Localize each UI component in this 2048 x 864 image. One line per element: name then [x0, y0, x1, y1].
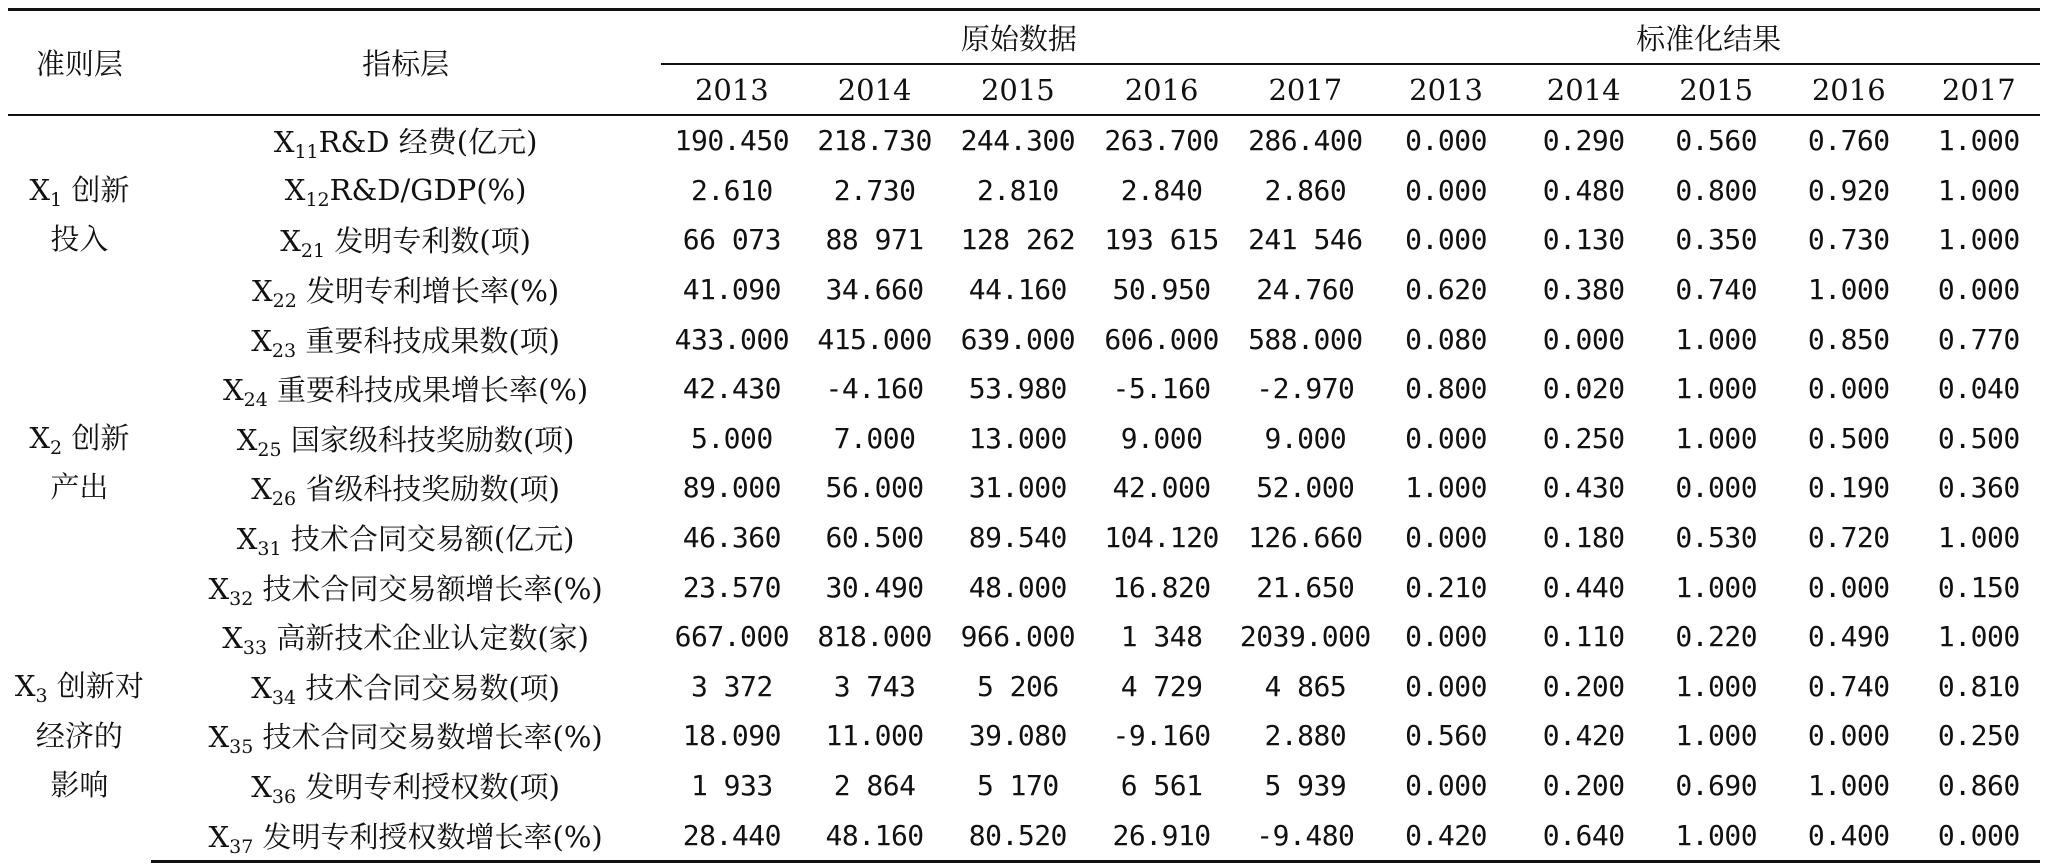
indicator-cell	[151, 265, 661, 315]
indicator-cell	[151, 463, 661, 513]
standardized-value-cell: 0.850	[1807, 322, 1890, 356]
raw-value-cell: 639.000	[960, 322, 1076, 356]
standardized-value-cell: 0.760	[1807, 124, 1890, 158]
standardized-value-cell: 0.730	[1807, 223, 1890, 257]
standardized-value-cell: 0.530	[1675, 521, 1758, 555]
year-header: 2015	[1653, 64, 1780, 115]
standardized-value-cell: 0.770	[1937, 322, 2020, 356]
raw-value-cell: 667.000	[674, 620, 790, 654]
raw-value-cell: 2039.000	[1239, 620, 1371, 654]
criteria-text: 创新	[62, 420, 130, 455]
raw-value-cell: 126.660	[1248, 521, 1363, 555]
raw-value-cell: -9.480	[1233, 810, 1377, 861]
raw-value-cell: 286.400	[1248, 124, 1363, 158]
indicator-subscript: 33	[242, 637, 268, 660]
criteria-label-line	[8, 414, 151, 464]
table-header	[8, 10, 2040, 116]
standardized-value-cell: 1.000	[1675, 719, 1758, 753]
indicator-cell	[151, 513, 661, 563]
raw-value-cell: 66 073	[682, 223, 781, 257]
standardized-value-cell: 0.020	[1542, 372, 1625, 406]
table-row	[8, 711, 2040, 761]
table-row	[8, 463, 2040, 513]
table-row	[8, 612, 2040, 662]
criteria-cell	[8, 115, 151, 314]
standardized-value-cell: 0.000	[1405, 173, 1487, 207]
indicator-subscript: 25	[257, 438, 282, 461]
indicator-name: 发明专利授权数增长率(%)	[253, 819, 603, 854]
indicator-symbol: X	[222, 373, 244, 408]
standardized-value-cell: 0.250	[1542, 421, 1625, 455]
standardized-value-cell: 0.420	[1542, 719, 1625, 753]
indicator-name: 高新技术企业认定数(家)	[267, 621, 589, 656]
standardized-value-cell: 0.000	[1405, 223, 1487, 257]
indicator-cell	[151, 414, 661, 464]
raw-value-cell: 1 348	[1120, 620, 1203, 654]
raw-value-cell: 50.950	[1112, 273, 1211, 307]
indicator-name: 国家级科技奖励数(项)	[281, 422, 575, 457]
raw-value-cell: 60.500	[825, 521, 924, 555]
indicator-subscript: 26	[271, 488, 297, 511]
indicator-name: 技术合同交易额增长率(%)	[253, 571, 603, 606]
standardized-value-cell: 0.420	[1377, 810, 1515, 861]
criteria-symbol: X	[14, 669, 36, 704]
standardized-value-cell: 0.430	[1542, 471, 1625, 505]
indicator-name: 技术合同交易额(亿元)	[281, 522, 575, 557]
raw-value-cell: -9.160	[1112, 719, 1211, 753]
standardized-value-cell: 0.150	[1937, 570, 2020, 604]
indicator-subscript: 36	[271, 786, 297, 809]
year-header: 2013	[661, 64, 804, 115]
criteria-text: 创新对	[47, 669, 144, 704]
standardized-value-cell: 0.080	[1405, 322, 1487, 356]
table-row	[8, 215, 2040, 265]
indicator-symbol: X	[208, 819, 230, 854]
table-row	[8, 761, 2040, 811]
standardized-value-cell: 0.210	[1405, 570, 1487, 604]
header-row-groups	[8, 10, 2040, 65]
raw-value-cell: 433.000	[674, 322, 790, 356]
raw-value-cell: 415.000	[817, 322, 932, 356]
indicator-symbol: X	[251, 770, 272, 805]
table-row	[8, 562, 2040, 612]
criteria-label-line	[8, 662, 151, 712]
raw-value-cell: 30.490	[825, 570, 924, 604]
indicator-cell	[151, 810, 661, 861]
indicator-subscript: 21	[300, 240, 326, 263]
raw-value-cell: 44.160	[968, 273, 1067, 307]
raw-value-cell: 4 729	[1120, 669, 1203, 703]
raw-value-cell: 5 170	[976, 769, 1059, 803]
standardized-value-cell: 0.440	[1542, 570, 1625, 604]
indicator-subscript: 37	[229, 835, 254, 858]
raw-value-cell: 606.000	[1104, 322, 1219, 356]
indicator-subscript: 12	[305, 189, 330, 212]
indicator-name: 发明专利数(项)	[325, 224, 531, 259]
raw-value-cell: 193 615	[1104, 223, 1219, 257]
standardized-value-cell: 0.000	[1405, 124, 1487, 158]
criteria-text: 创新	[62, 172, 130, 207]
indicator-symbol: X	[236, 422, 258, 457]
table-row	[8, 166, 2040, 216]
raw-value-cell: 104.120	[1104, 521, 1219, 555]
raw-value-cell: 53.980	[968, 372, 1067, 406]
year-header: 2017	[1918, 64, 2040, 115]
raw-value-cell: 5 206	[976, 669, 1059, 703]
table-row	[8, 810, 2040, 861]
raw-value-cell: 263.700	[1104, 124, 1219, 158]
raw-value-cell: 80.520	[946, 810, 1090, 861]
raw-data-group-header: 原始数据	[661, 10, 1378, 65]
indicator-symbol: X	[284, 173, 306, 208]
criteria-column-header: 准则层	[8, 10, 151, 116]
standardized-group-header: 标准化结果	[1377, 10, 2040, 65]
indicator-subscript: 32	[229, 587, 254, 610]
standardized-value-cell: 0.000	[1405, 620, 1487, 654]
standardized-value-cell: 0.620	[1405, 273, 1487, 307]
indicator-symbol: X	[236, 522, 258, 557]
criteria-subscript: 3	[35, 685, 48, 708]
indicator-column-header: 指标层	[151, 10, 661, 116]
standardized-value-cell: 1.000	[1807, 273, 1890, 307]
standardized-value-cell: 0.810	[1937, 669, 2020, 703]
raw-value-cell: 218.730	[817, 124, 932, 158]
indicator-symbol: X	[208, 571, 230, 606]
standardized-value-cell: 1.000	[1937, 223, 2020, 257]
table-row	[8, 513, 2040, 563]
standardized-value-cell: 1.000	[1937, 620, 2020, 654]
indicator-name: R&D/GDP(%)	[329, 173, 527, 208]
raw-value-cell: 4 865	[1264, 669, 1347, 703]
indicator-name: 发明专利授权数(项)	[296, 770, 560, 805]
criteria-label-line	[8, 166, 151, 216]
criteria-label-line: 产出	[50, 470, 109, 505]
raw-value-cell: 9.000	[1264, 421, 1347, 455]
standardized-value-cell: 0.690	[1675, 769, 1758, 803]
table-body	[8, 115, 2040, 861]
standardized-value-cell: 0.000	[1937, 273, 2020, 307]
year-header: 2014	[803, 64, 946, 115]
standardized-value-cell: 0.000	[1807, 570, 1890, 604]
raw-value-cell: -2.970	[1256, 372, 1355, 406]
standardized-value-cell: 0.000	[1542, 322, 1625, 356]
indicator-cell	[151, 166, 661, 216]
standardized-value-cell: 1.000	[1675, 570, 1758, 604]
raw-value-cell: 6 561	[1120, 769, 1203, 803]
indicator-subscript: 31	[257, 538, 282, 561]
raw-value-cell: 9.000	[1120, 421, 1203, 455]
indicator-cell	[151, 314, 661, 364]
standardized-value-cell: 0.220	[1675, 620, 1758, 654]
standardized-value-cell: 0.740	[1807, 669, 1890, 703]
indicator-subscript: 24	[243, 389, 268, 412]
indicator-cell	[151, 562, 661, 612]
raw-value-cell: -4.160	[825, 372, 924, 406]
standardized-value-cell: 0.860	[1937, 769, 2020, 803]
year-header: 2016	[1090, 64, 1234, 115]
indicator-symbol: X	[280, 224, 301, 259]
raw-value-cell: 26.910	[1090, 810, 1234, 861]
standardized-value-cell: 0.130	[1542, 223, 1625, 257]
standardized-value-cell: 0.560	[1675, 124, 1758, 158]
standardized-value-cell: 1.000	[1937, 173, 2020, 207]
raw-value-cell: 588.000	[1248, 322, 1363, 356]
raw-value-cell: 5 939	[1264, 769, 1347, 803]
standardized-value-cell: 0.000	[1405, 521, 1487, 555]
raw-value-cell: 56.000	[825, 471, 924, 505]
raw-value-cell: 2.610	[690, 173, 773, 207]
standardized-value-cell: 0.000	[1918, 810, 2040, 861]
raw-value-cell: 48.160	[803, 810, 946, 861]
raw-value-cell: 39.080	[968, 719, 1067, 753]
raw-value-cell: 89.000	[682, 471, 781, 505]
indicator-subscript: 35	[229, 736, 254, 759]
standardized-value-cell: 0.000	[1807, 719, 1890, 753]
raw-value-cell: 31.000	[968, 471, 1067, 505]
indicator-cell	[151, 364, 661, 414]
indicator-data-table	[8, 8, 2040, 863]
standardized-value-cell: 1.000	[1937, 124, 2020, 158]
raw-value-cell: 2.860	[1264, 173, 1347, 207]
standardized-value-cell: 0.000	[1807, 372, 1890, 406]
raw-value-cell: 23.570	[682, 570, 781, 604]
indicator-symbol: X	[208, 720, 230, 755]
raw-value-cell: 42.430	[682, 372, 781, 406]
raw-value-cell: 42.000	[1112, 471, 1211, 505]
raw-value-cell: 7.000	[833, 421, 916, 455]
standardized-value-cell: 0.000	[1405, 769, 1487, 803]
standardized-value-cell: 0.400	[1780, 810, 1918, 861]
table-row	[8, 364, 2040, 414]
raw-value-cell: 16.820	[1112, 570, 1211, 604]
standardized-value-cell: 1.000	[1675, 669, 1758, 703]
indicator-subscript: 23	[271, 339, 297, 362]
indicator-cell	[151, 761, 661, 811]
raw-value-cell: 89.540	[968, 521, 1067, 555]
indicator-symbol: X	[222, 621, 243, 656]
raw-value-cell: 966.000	[960, 620, 1076, 654]
standardized-value-cell: 0.920	[1807, 173, 1890, 207]
raw-value-cell: 21.650	[1256, 570, 1355, 604]
indicator-cell	[151, 215, 661, 265]
indicator-subscript: 11	[294, 141, 319, 164]
raw-value-cell: 34.660	[825, 273, 924, 307]
standardized-value-cell: 1.000	[1675, 372, 1758, 406]
table-row	[8, 662, 2040, 712]
raw-value-cell: 2.810	[976, 173, 1059, 207]
indicator-cell	[151, 662, 661, 712]
standardized-value-cell: 0.740	[1675, 273, 1758, 307]
indicator-name: 重要科技成果增长率(%)	[267, 373, 589, 408]
year-header: 2015	[946, 64, 1090, 115]
raw-value-cell: 5.000	[690, 421, 773, 455]
indicator-cell	[151, 115, 661, 166]
raw-value-cell: 244.300	[960, 124, 1076, 158]
raw-value-cell: -5.160	[1112, 372, 1211, 406]
raw-value-cell: 3 372	[690, 669, 773, 703]
raw-value-cell: 48.000	[968, 570, 1067, 604]
raw-value-cell: 24.760	[1256, 273, 1355, 307]
standardized-value-cell: 1.000	[1807, 769, 1890, 803]
criteria-label-line: 投入	[50, 222, 109, 257]
standardized-value-cell: 1.000	[1675, 322, 1758, 356]
indicator-name: 技术合同交易数增长率(%)	[253, 720, 603, 755]
standardized-value-cell: 0.250	[1937, 719, 2020, 753]
table-row	[8, 115, 2040, 166]
year-header: 2017	[1233, 64, 1377, 115]
standardized-value-cell: 0.000	[1405, 421, 1487, 455]
raw-value-cell: 2 864	[833, 769, 916, 803]
indicator-subscript: 34	[271, 686, 297, 709]
raw-value-cell: 128 262	[960, 223, 1076, 257]
indicator-name: 发明专利增长率(%)	[296, 274, 560, 309]
indicator-name: R&D 经费(亿元)	[318, 125, 538, 160]
standardized-value-cell: 1.000	[1405, 471, 1487, 505]
standardized-value-cell: 0.000	[1675, 471, 1758, 505]
raw-value-cell: 3 743	[833, 669, 916, 703]
raw-value-cell: 28.440	[661, 810, 804, 861]
indicator-symbol: X	[251, 274, 273, 309]
indicator-name: 重要科技成果数(项)	[296, 323, 560, 358]
raw-value-cell: 13.000	[968, 421, 1067, 455]
criteria-subscript: 1	[50, 188, 63, 211]
raw-value-cell: 818.000	[817, 620, 932, 654]
standardized-value-cell: 0.190	[1807, 471, 1890, 505]
indicator-symbol: X	[273, 125, 295, 160]
indicator-cell	[151, 612, 661, 662]
standardized-value-cell: 0.500	[1937, 421, 2020, 455]
standardized-value-cell: 1.000	[1675, 421, 1758, 455]
standardized-value-cell: 0.110	[1542, 620, 1625, 654]
standardized-value-cell: 0.380	[1542, 273, 1625, 307]
criteria-label-line: 经济的	[35, 718, 123, 753]
criteria-symbol: X	[29, 420, 51, 455]
raw-value-cell: 241 546	[1248, 223, 1363, 257]
standardized-value-cell: 0.350	[1675, 223, 1758, 257]
standardized-value-cell: 0.800	[1675, 173, 1758, 207]
year-header: 2016	[1780, 64, 1918, 115]
criteria-label-line: 影响	[50, 768, 109, 803]
indicator-symbol: X	[251, 670, 272, 705]
raw-value-cell: 11.000	[825, 719, 924, 753]
raw-value-cell: 18.090	[682, 719, 781, 753]
indicator-symbol: X	[251, 323, 272, 358]
standardized-value-cell: 0.480	[1542, 173, 1625, 207]
standardized-value-cell: 0.000	[1405, 669, 1487, 703]
raw-value-cell: 52.000	[1256, 471, 1355, 505]
standardized-value-cell: 0.720	[1807, 521, 1890, 555]
standardized-value-cell: 0.490	[1807, 620, 1890, 654]
indicator-subscript: 22	[272, 290, 297, 313]
raw-value-cell: 41.090	[682, 273, 781, 307]
indicator-name: 技术合同交易数(项)	[296, 670, 560, 705]
standardized-value-cell: 1.000	[1937, 521, 2020, 555]
standardized-value-cell: 0.560	[1405, 719, 1487, 753]
criteria-subscript: 2	[50, 436, 63, 459]
year-header: 2014	[1515, 64, 1653, 115]
raw-value-cell: 88 971	[825, 223, 924, 257]
standardized-value-cell: 0.200	[1542, 669, 1625, 703]
standardized-value-cell: 0.290	[1542, 124, 1625, 158]
indicator-symbol: X	[251, 472, 272, 507]
raw-value-cell: 1 933	[690, 769, 773, 803]
standardized-value-cell: 0.640	[1515, 810, 1653, 861]
table-row	[8, 314, 2040, 364]
standardized-value-cell: 0.360	[1937, 471, 2020, 505]
raw-value-cell: 2.840	[1120, 173, 1203, 207]
standardized-value-cell: 0.180	[1542, 521, 1625, 555]
indicator-cell	[151, 711, 661, 761]
standardized-value-cell: 0.800	[1405, 372, 1487, 406]
criteria-symbol: X	[29, 172, 51, 207]
raw-value-cell: 2.880	[1264, 719, 1347, 753]
raw-value-cell: 2.730	[833, 173, 916, 207]
table-row	[8, 265, 2040, 315]
criteria-cell	[8, 612, 151, 861]
standardized-value-cell: 1.000	[1653, 810, 1780, 861]
year-header: 2013	[1377, 64, 1515, 115]
raw-value-cell: 46.360	[682, 521, 781, 555]
table-row	[8, 414, 2040, 464]
indicator-name: 省级科技奖励数(项)	[296, 472, 560, 507]
standardized-value-cell: 0.200	[1542, 769, 1625, 803]
standardized-value-cell: 0.500	[1807, 421, 1890, 455]
criteria-cell	[8, 314, 151, 612]
standardized-value-cell: 0.040	[1937, 372, 2020, 406]
raw-value-cell: 190.450	[674, 124, 790, 158]
